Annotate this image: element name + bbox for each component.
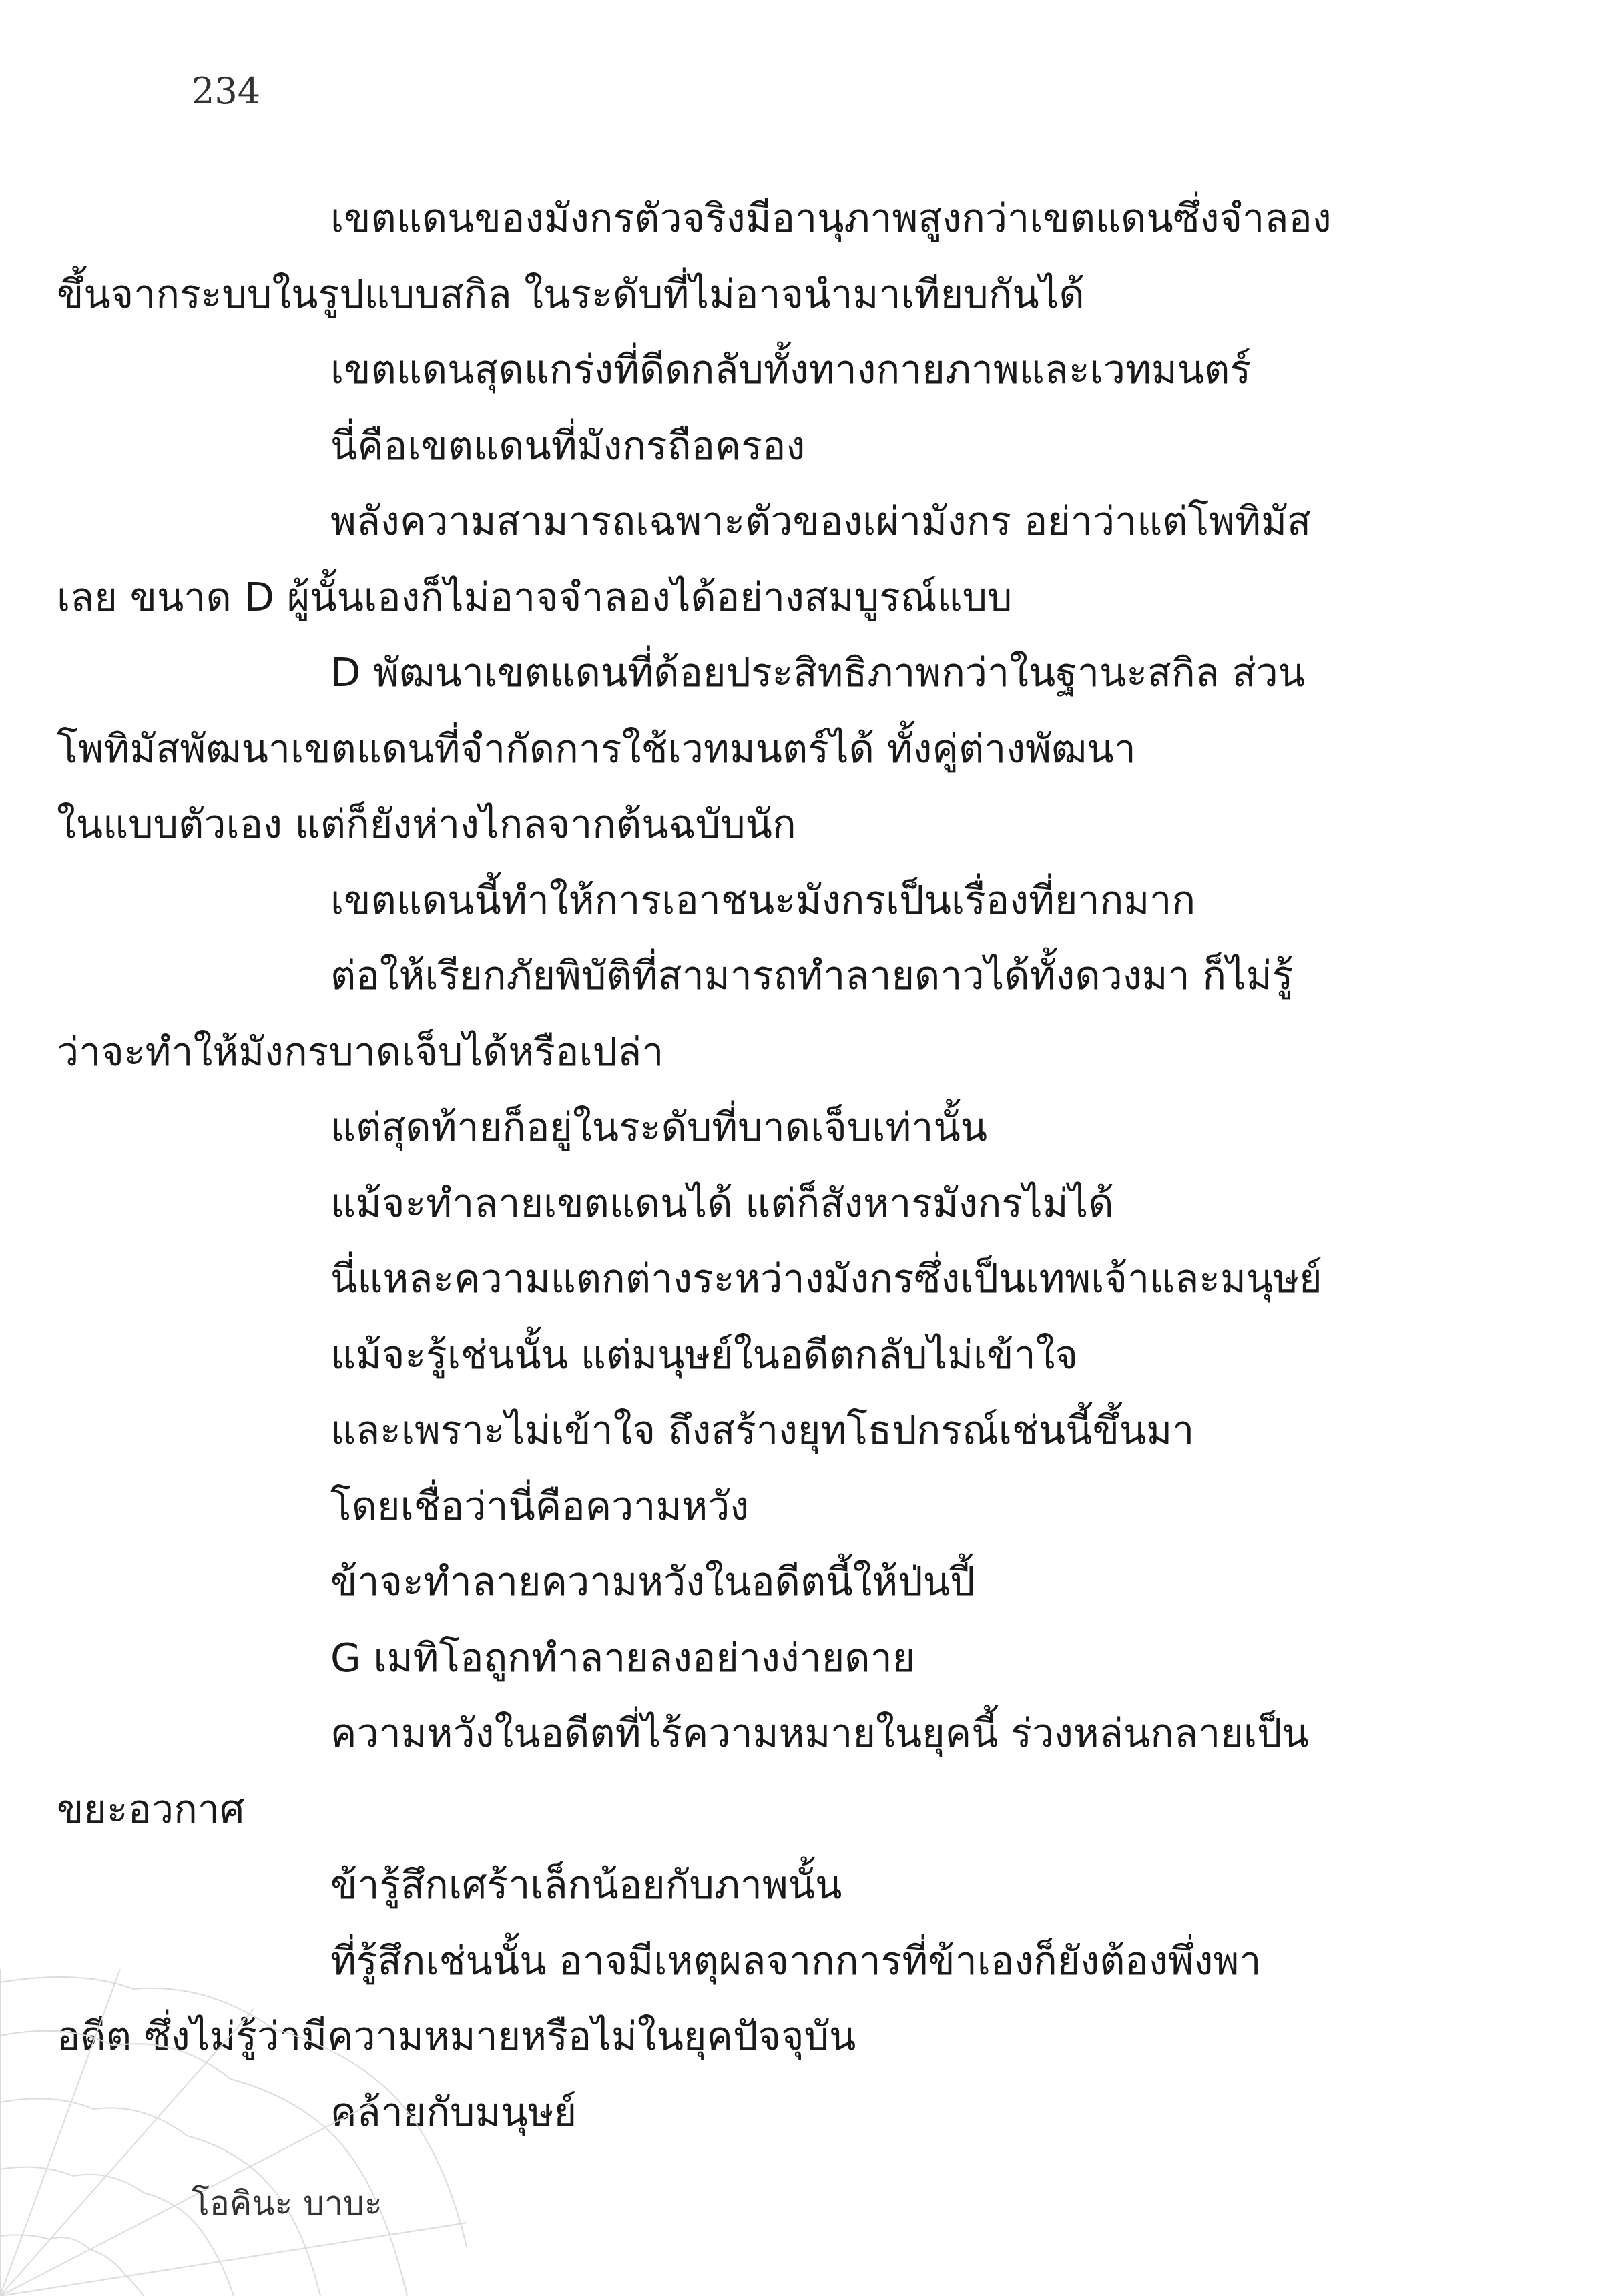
text-line: แม้จะทำลายเขตแดนได้ แต่ก็สังหารมังกรไม่ได้ — [330, 1179, 1114, 1226]
text-line: G เมทิโอถูกทำลายลงอย่างง่ายดาย — [330, 1634, 916, 1681]
text-line: เขตแดนนี้ทำให้การเอาชนะมังกรเป็นเรื่องที่ยากมาก — [330, 876, 1196, 923]
paragraph — [57, 938, 1382, 1089]
text-line: แต่สุดท้ายก็อยู่ในระดับที่บาดเจ็บเท่านั้น — [330, 1104, 988, 1150]
text-line: ขยะอวกาศ — [57, 1785, 245, 1832]
paragraph — [194, 1468, 1382, 1544]
paragraph — [194, 1392, 1382, 1468]
text-line: ข้ารู้สึกเศร้าเล็กน้อยกับภาพนั้น — [330, 1861, 842, 1908]
spider-web-decoration — [0, 1969, 467, 2296]
text-line: ความหวังในอดีตที่ไร้ความหมายในยุคนี้ ร่วงหล่นกลายเป็น — [330, 1710, 1309, 1756]
paragraph — [57, 483, 1382, 635]
body-text — [57, 180, 1382, 2150]
page-number: 234 — [192, 70, 261, 112]
text-line: ในแบบตัวเอง แต่ก็ยังห่างไกลจากต้นฉบับนัก — [57, 801, 796, 847]
text-line: ข้าจะทำลายความหวังในอดีตนี้ให้ป่นปี้ — [330, 1558, 975, 1605]
paragraph — [194, 332, 1382, 408]
text-line: ว่าจะทำให้มังกรบาดเจ็บได้หรือเปล่า — [57, 1028, 664, 1075]
text-line: D พัฒนาเขตแดนที่ด้อยประสิทธิภาพกว่าในฐานะสกิล ส่วน — [330, 649, 1306, 695]
text-line: เลย ขนาด D ผู้นั้นเองก็ไม่อาจจำลองได้อย่างสมบูรณ์แบบ — [57, 573, 1013, 620]
text-line: เขตแดนสุดแกร่งที่ดีดกลับทั้งทางกายภาพและเวทมนตร์ — [330, 346, 1252, 392]
text-line: และเพราะไม่เข้าใจ ถึงสร้างยุทโธปกรณ์เช่นนี้ขึ้นมา — [330, 1407, 1195, 1453]
paragraph — [194, 1317, 1382, 1393]
paragraph — [194, 1241, 1382, 1317]
paragraph — [194, 1847, 1382, 1923]
paragraph — [194, 408, 1382, 484]
text-line: นี่คือเขตแดนที่มังกรถือครอง — [330, 422, 806, 469]
text-line: อดีต ซึ่งไม่รู้ว่ามีความหมายหรือไม่ในยุคปัจจุบัน — [57, 2013, 856, 2059]
paragraph — [194, 1544, 1382, 1620]
text-line: ที่รู้สึกเช่นนั้น อาจมีเหตุผลจากการที่ข้าเองก็ยังต้องพึ่งพา — [330, 1937, 1262, 1984]
text-line: นี่แหละความแตกต่างระหว่างมังกรซึ่งเป็นเทพเจ้าและมนุษย์ — [330, 1255, 1322, 1302]
paragraph — [57, 180, 1382, 332]
paragraph — [194, 1165, 1382, 1241]
paragraph — [194, 1620, 1382, 1696]
paragraph — [57, 635, 1382, 862]
text-line: โพทิมัสพัฒนาเขตแดนที่จำกัดการใช้เวทมนตร์ได้ ทั้งคู่ต่างพัฒนา — [57, 725, 1136, 772]
paragraph — [194, 862, 1382, 938]
text-line: โดยเชื่อว่านี่คือความหวัง — [330, 1482, 750, 1529]
paragraph — [194, 1089, 1382, 1165]
paragraph — [57, 1695, 1382, 1847]
text-line: คล้ายกับมนุษย์ — [330, 2088, 577, 2135]
text-line: พลังความสามารถเฉพาะตัวของเผ่ามังกร อย่าว่าแต่โพทิมัส — [330, 498, 1311, 544]
footer-author-name: โอคินะ บาบะ — [192, 2184, 382, 2223]
text-line: ต่อให้เรียกภัยพิบัติที่สามารถทำลายดาวได้ทั้งดวงมา ก็ไม่รู้ — [330, 952, 1294, 998]
text-line: แม้จะรู้เช่นนั้น แต่มนุษย์ในอดีตกลับไม่เข้าใจ — [330, 1331, 1078, 1378]
text-line: ขึ้นจากระบบในรูปแบบสกิล ในระดับที่ไม่อาจนำมาเทียบกันได้ — [57, 270, 1085, 317]
text-line: เขตแดนของมังกรตัวจริงมีอานุภาพสูงกว่าเขตแดนซึ่งจำลอง — [330, 195, 1332, 241]
